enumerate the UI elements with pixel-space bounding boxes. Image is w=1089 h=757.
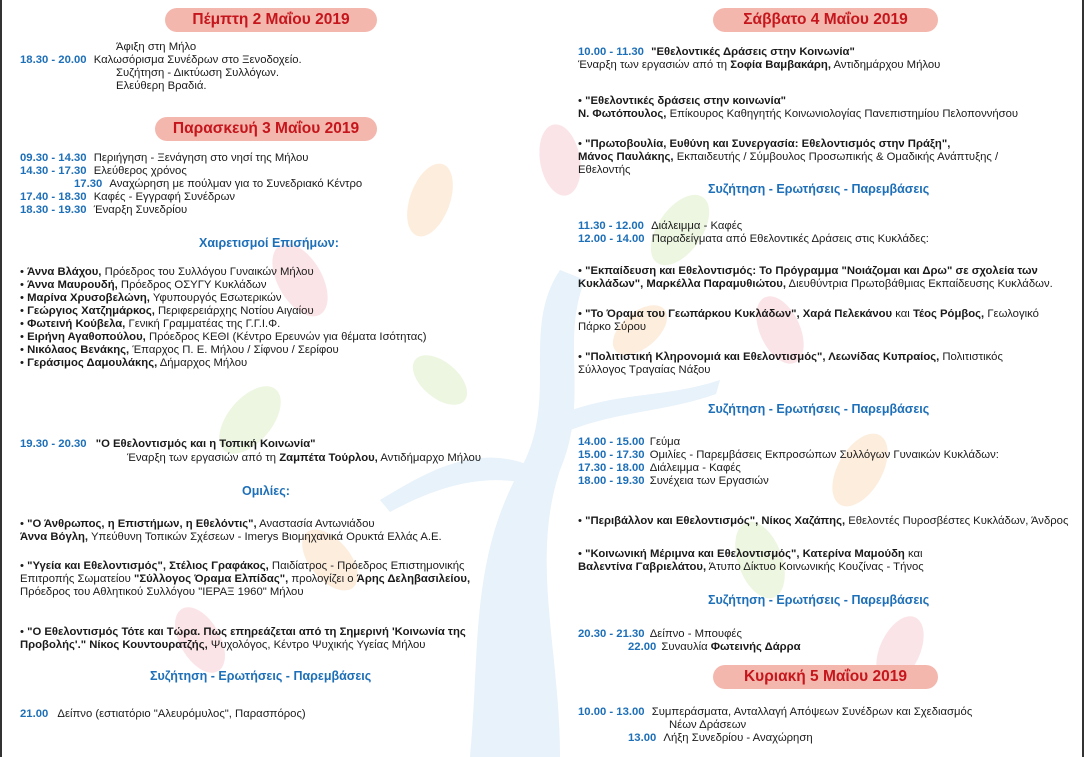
name: Ειρήνη Αγαθοπούλου, bbox=[27, 331, 146, 343]
text: Έναρξη των εργασιών από τη bbox=[127, 452, 277, 464]
role: Περιφερειάρχης Νοτίου Αιγαίου bbox=[157, 305, 314, 317]
fri-row-4 bbox=[20, 204, 187, 217]
text: Συναυλία bbox=[661, 641, 708, 653]
text: Παραδείγματα από Εθελοντικές Δράσεις στις Κυκλάδες: bbox=[651, 233, 929, 245]
fri-row-0 bbox=[20, 152, 308, 165]
talk2-line1: • "Υγεία και Εθελοντισμός", Στέλιος Γραφάκος, Παιδίατρος - Πρόεδρος Επιστημονικής bbox=[20, 560, 465, 572]
name: Γεράσιμος Δαμουλάκης, bbox=[27, 357, 158, 369]
title: "Υγεία και Εθελοντισμός", bbox=[27, 560, 166, 572]
time: 18.00 - 19.30 bbox=[578, 475, 645, 487]
title: "Εθελοντικές Δράσεις στην Κοινωνία" bbox=[651, 46, 855, 58]
day-header-friday: Παρασκευή 3 Μαΐου 2019 bbox=[155, 117, 377, 141]
sat-t7-line2 bbox=[578, 561, 924, 574]
time: 13.00 bbox=[628, 732, 657, 744]
time: 17.30 bbox=[74, 178, 103, 190]
talks-title: Ομιλίες: bbox=[242, 484, 290, 498]
name: Άρης Δεληβασιλείου, bbox=[356, 573, 471, 585]
text: Αναχώρηση με πούλμαν για το Συνεδριακό Κέντρο bbox=[109, 178, 363, 190]
sat-s1-open bbox=[578, 59, 940, 72]
title: "Εθελοντικές δράσεις στην κοινωνία" bbox=[585, 95, 786, 107]
text: Καφές - Εγγραφή Συνέδρων bbox=[93, 191, 236, 203]
sat-break-row bbox=[578, 220, 742, 233]
name: Φωτεινή Κούβελα, bbox=[27, 318, 126, 330]
dinner-row bbox=[20, 708, 306, 721]
sat-eve-0 bbox=[578, 628, 742, 641]
time: 18.30 - 19.30 bbox=[20, 204, 87, 216]
time: 18.30 - 20.00 bbox=[20, 54, 87, 66]
title: "Εκπαίδευση και Εθελοντισμός: Το Πρόγραμμα "Νοιάζομαι και Δρω" σε σχολεία των bbox=[585, 265, 1038, 277]
role: Έπαρχος Π. Ε. Μήλου / Σίφνου / Σερίφου bbox=[132, 344, 339, 356]
text: Αντιδημάρχου Μήλου bbox=[833, 59, 941, 71]
qa-heading: Συζήτηση - Ερωτήσεις - Παρεμβάσεις bbox=[150, 669, 372, 683]
time: 21.00 bbox=[20, 708, 49, 720]
qa-heading: Συζήτηση - Ερωτήσεις - Παρεμβάσεις bbox=[708, 593, 930, 607]
fri-row-3 bbox=[20, 191, 235, 204]
text: Έναρξη των εργασιών από τη bbox=[578, 59, 728, 71]
thu-discussion: Συζήτηση - Δικτύωση Συλλόγων. bbox=[116, 67, 280, 79]
sun-end-row bbox=[628, 732, 813, 745]
text: Γεωλογικό bbox=[987, 308, 1039, 320]
text: Λήξη Συνεδρίου - Αναχώρηση bbox=[663, 732, 813, 744]
text: Πολιτιστικός bbox=[942, 351, 1003, 363]
text: προλογίζει ο bbox=[291, 573, 354, 585]
sat-examples-row bbox=[578, 233, 929, 246]
role: Υπεύθυνη Τοπικών Σχέσεων - Imerys Βιομηχανικά Ορυκτά Ελλάς Α.Ε. bbox=[91, 531, 442, 543]
name: Τέος Ρόμβος, bbox=[912, 308, 985, 320]
role: Πρόεδρος του Συλλόγου Γυναικών Μήλου bbox=[104, 266, 314, 278]
text: Δείπνο - Μπουφές bbox=[649, 628, 742, 640]
text: Δείπνο (εστιατόριο "Αλευρόμυλος", Παρασπόρος) bbox=[57, 708, 306, 720]
title: "Περιβάλλον και Εθελοντισμός", Νίκος Χαζάπης, bbox=[585, 515, 846, 527]
talk3-line2 bbox=[20, 639, 425, 652]
sat-t5-line2: Σύλλογος Τραγαίας Νάξου bbox=[578, 364, 711, 376]
time: 12.00 - 14.00 bbox=[578, 233, 645, 245]
role: Υφυπουργός Εσωτερικών bbox=[152, 292, 282, 304]
text: και bbox=[907, 548, 923, 560]
time: 10.00 - 11.30 bbox=[578, 46, 644, 58]
greeting-7: • Γεράσιμος Δαμουλάκης, Δήμαρχος Μήλου bbox=[20, 357, 248, 369]
day-header-sunday: Κυριακή 5 Μαΐου 2019 bbox=[713, 665, 938, 689]
title: "Το Όραμα του Γεωπάρκου Κυκλάδων", Χαρά Πελεκάνου bbox=[585, 308, 893, 320]
sat-t6: • "Περιβάλλον και Εθελοντισμός", Νίκος Χαζάπης, Εθελοντές Πυροσβέστες Κυκλάδων, Άνδρος bbox=[578, 515, 1069, 527]
greeting-5: • Ειρήνη Αγαθοπούλου, Πρόεδρος ΚΕΘΙ (Κέντρο Ερευνών για θέματα Ισότητας) bbox=[20, 331, 427, 343]
time: 10.00 - 13.00 bbox=[578, 706, 645, 718]
greeting-2: • Μαρίνα Χρυσοβελώνη, Υφυπουργός Εσωτερικών bbox=[20, 292, 282, 304]
thu-welcome: Καλωσόρισμα Συνέδρων στο Ξενοδοχείο. bbox=[93, 54, 302, 66]
text: Ελεύθερος χρόνος bbox=[93, 165, 187, 177]
text: Αναστασία Αντωνιάδου bbox=[259, 518, 375, 530]
sat-eve-1 bbox=[628, 641, 801, 654]
session-title: "Ο Εθελοντισμός και η Τοπική Κοινωνία" bbox=[95, 438, 316, 450]
sat-t1-line1: • "Εθελοντικές δράσεις στην κοινωνία" bbox=[578, 95, 786, 107]
time: 22.00 bbox=[628, 641, 657, 653]
time: 20.30 - 21.30 bbox=[578, 628, 645, 640]
name: Γεώργιος Χατζημάρκος, bbox=[27, 305, 155, 317]
role: Δήμαρχος Μήλου bbox=[159, 357, 248, 369]
role: Πρόεδρος ΟΣΥΓΥ Κυκλάδων bbox=[120, 279, 267, 291]
text: Έναρξη Συνεδρίου bbox=[93, 204, 188, 216]
sat-t1-line2 bbox=[578, 108, 1018, 121]
talk1-line2 bbox=[20, 531, 442, 544]
title: Προβολής'." Νίκος Κουντουρατζής, bbox=[20, 639, 208, 651]
talk3-line1: • "Ο Εθελοντισμός Τότε και Τώρα. Πως επηρεάζεται από τη Σημερινή 'Κοινωνία της bbox=[20, 626, 466, 638]
name: Μαρίνα Χρυσοβελώνη, bbox=[27, 292, 150, 304]
greeting-3: • Γεώργιος Χατζημάρκος, Περιφερειάρχης Νοτίου Αιγαίου bbox=[20, 305, 314, 317]
time: 09.30 - 14.30 bbox=[20, 152, 87, 164]
text: Επιτροπής Σωματείου bbox=[20, 573, 131, 585]
sat-t2-line3: Εθελοντής bbox=[578, 164, 631, 176]
sat-t5-line1: • "Πολιτιστική Κληρονομιά και Εθελοντισμός", Λεωνίδας Κυπραίος, Πολιτιστικός bbox=[578, 351, 1003, 363]
sat-t4-line2: Πάρκο Σύρου bbox=[578, 321, 647, 333]
sat-aft-0 bbox=[578, 436, 680, 449]
talk1-line1: • "Ο Άνθρωπος, η Επιστήμων, η Εθελόντις", Αναστασία Αντωνιάδου bbox=[20, 518, 375, 530]
sat-aft-1 bbox=[578, 449, 999, 462]
qa-heading: Συζήτηση - Ερωτήσεις - Παρεμβάσεις bbox=[708, 182, 930, 196]
title: Κυκλάδων", Μαρκέλλα Παραμυθιώτου, bbox=[578, 278, 787, 290]
qa-heading: Συζήτηση - Ερωτήσεις - Παρεμβάσεις bbox=[708, 402, 930, 416]
talk2-line2 bbox=[20, 573, 470, 586]
title: "Ο Εθελοντισμός Τότε και Τώρα. Πως επηρεάζεται από τη Σημερινή 'Κοινωνία της bbox=[27, 626, 466, 638]
role: Εκπαιδευτής / Σύμβουλος Προσωπικής & Ομαδικής Ανάπτυξης / bbox=[676, 151, 999, 163]
text-bold: "Σύλλογος Όραμα Ελπίδας", bbox=[133, 573, 289, 585]
title: "Ο Άνθρωπος, η Επιστήμων, η Εθελόντις", bbox=[27, 518, 257, 530]
fri-row-2 bbox=[74, 178, 362, 191]
role: Πρόεδρος ΚΕΘΙ (Κέντρο Ερευνών για θέματα Ισότητας) bbox=[148, 331, 427, 343]
role: Γενική Γραμματέας της Γ.Γ.Ι.Φ. bbox=[128, 318, 281, 330]
name: Άννα Βόγλη, bbox=[20, 531, 89, 543]
name: Ζαμπέτα Τούρλου, bbox=[279, 452, 378, 464]
time: 17.40 - 18.30 bbox=[20, 191, 87, 203]
greeting-1: • Άννα Μαυρουδή, Πρόεδρος ΟΣΥΓΥ Κυκλάδων bbox=[20, 279, 267, 291]
text: Ομιλίες - Παρεμβάσεις Εκπροσώπων Συλλόγων Γυναικών Κυκλάδων: bbox=[649, 449, 999, 461]
sat-t3-line2 bbox=[578, 278, 1053, 291]
day-header-saturday: Σάββατο 4 Μαΐου 2019 bbox=[713, 8, 938, 32]
role: Επίκουρος Καθηγητής Κοινωνιολογίας Πανεπιστημίου Πελοποννήσου bbox=[669, 108, 1019, 120]
time: 14.00 - 15.00 bbox=[578, 436, 645, 448]
title: "Πρωτοβουλία, Ευθύνη και Συνεργασία: Εθελοντισμός στην Πράξη", bbox=[585, 138, 951, 150]
day-header-thursday: Πέμπτη 2 Μαΐου 2019 bbox=[165, 8, 377, 32]
fri-row-1 bbox=[20, 165, 187, 178]
sat-t2-line1: • "Πρωτοβουλία, Ευθύνη και Συνεργασία: Εθελοντισμός στην Πράξη", bbox=[578, 138, 951, 150]
name: Νικόλαος Βενάκης, bbox=[27, 344, 130, 356]
session-row bbox=[20, 438, 316, 451]
sat-t3-line1: • "Εκπαίδευση και Εθελοντισμός: Το Πρόγραμμα "Νοιάζομαι και Δρω" σε σχολεία των bbox=[578, 265, 1038, 277]
text: Διευθύντρια Πρωτοβάθμιας Εκπαίδευσης Κυκλάδων. bbox=[788, 278, 1053, 290]
sat-t4-line1: • "Το Όραμα του Γεωπάρκου Κυκλάδων", Χαρά Πελεκάνου και Τέος Ρόμβος, Γεωλογικό bbox=[578, 308, 1039, 320]
sat-t2-line2 bbox=[578, 151, 998, 164]
sat-aft-2 bbox=[578, 462, 741, 475]
greeting-4: • Φωτεινή Κούβελα, Γενική Γραμματέας της Γ.Γ.Ι.Φ. bbox=[20, 318, 281, 330]
time: 15.00 - 17.30 bbox=[578, 449, 645, 461]
thu-arrival: Άφιξη στη Μήλο bbox=[116, 41, 197, 53]
text: Διάλειμμα - Καφές bbox=[649, 462, 741, 474]
greeting-6: • Νικόλαος Βενάκης, Έπαρχος Π. Ε. Μήλου / Σίφνου / Σερίφου bbox=[20, 344, 339, 356]
text: Άτυπο Δίκτυο Κοινωνικής Κουζίνας - Τήνος bbox=[708, 561, 924, 573]
text: Συνέχεια των Εργασιών bbox=[649, 475, 769, 487]
title: "Πολιτιστική Κληρονομιά και Εθελοντισμός", Λεωνίδας Κυπραίος, bbox=[585, 351, 940, 363]
name: Βαλεντίνα Γαβριελάτου, bbox=[578, 561, 707, 573]
time: 17.30 - 18.00 bbox=[578, 462, 645, 474]
sun-row-2: Νέων Δράσεων bbox=[669, 719, 747, 731]
text: Παιδίατρος - Πρόεδρος Επιστημονικής bbox=[271, 560, 465, 572]
name: Άννα Βλάχου, bbox=[27, 266, 102, 278]
time: 14.30 - 17.30 bbox=[20, 165, 87, 177]
text: Περιήγηση - Ξενάγηση στο νησί της Μήλου bbox=[93, 152, 309, 164]
talk2-line3: Πρόεδρος του Αθλητικού Συλλόγου "ΙΕΡΑΞ 1960" Μήλου bbox=[20, 586, 304, 598]
text: και bbox=[895, 308, 910, 320]
sat-t7-line1: • "Κοινωνική Μέριμνα και Εθελοντισμός", Κατερίνα Μαμούδη και bbox=[578, 548, 923, 560]
text: Διάλειμμα - Καφές bbox=[651, 220, 743, 232]
text: Συμπεράσματα, Ανταλλαγή Απόψεων Συνέδρων και Σχεδιασμός bbox=[651, 706, 973, 718]
sat-s1-row bbox=[578, 46, 855, 59]
time: 19.30 - 20.30 bbox=[20, 438, 87, 450]
thu-free: Ελεύθερη Βραδιά. bbox=[116, 80, 207, 92]
title: "Κοινωνική Μέριμνα και Εθελοντισμός", Κατερίνα Μαμούδη bbox=[585, 548, 905, 560]
name: Σοφία Βαμβακάρη, bbox=[730, 59, 831, 71]
name: Ν. Φωτόπουλος, bbox=[578, 108, 667, 120]
artist: Φωτεινής Δάρρα bbox=[710, 641, 801, 653]
name: Άννα Μαυρουδή, bbox=[27, 279, 118, 291]
greeting-0: • Άννα Βλάχου, Πρόεδρος του Συλλόγου Γυναικών Μήλου bbox=[20, 266, 314, 278]
sun-row bbox=[578, 706, 972, 719]
text: Αντιδήμαρχο Μήλου bbox=[380, 452, 482, 464]
text: Ψυχολόγος, Κέντρο Ψυχικής Υγείας Μήλου bbox=[210, 639, 426, 651]
sat-aft-3 bbox=[578, 475, 769, 488]
time: 11.30 - 12.00 bbox=[578, 220, 644, 232]
greetings-title: Χαιρετισμοί Επισήμων: bbox=[199, 236, 339, 250]
text: Γεύμα bbox=[649, 436, 681, 448]
name: Στέλιος Γραφάκος, bbox=[169, 560, 269, 572]
thu-welcome-row bbox=[20, 54, 302, 67]
text: Εθελοντές Πυροσβέστες Κυκλάδων, Άνδρος bbox=[848, 515, 1069, 527]
session-open bbox=[127, 452, 481, 465]
name: Μάνος Παυλάκης, bbox=[578, 151, 674, 163]
